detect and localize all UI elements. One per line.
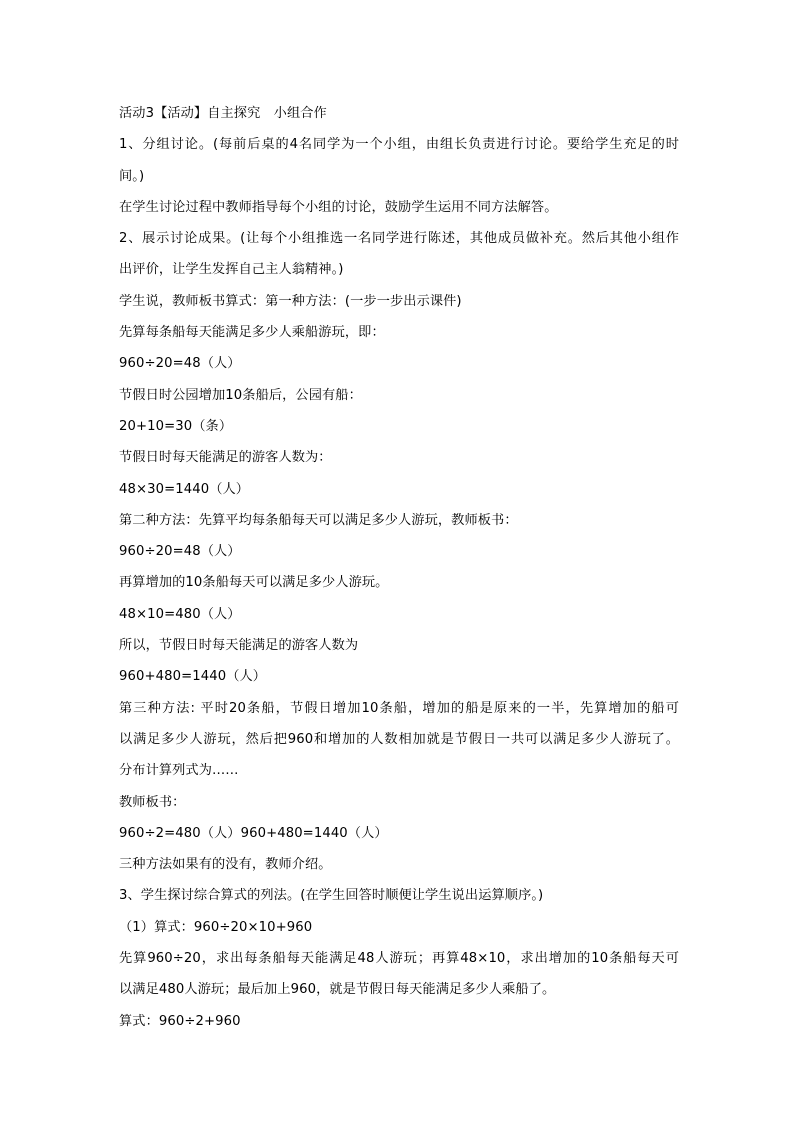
equation-line: 48×10=480（人） xyxy=(119,606,241,622)
paragraph-line: 分布计算列式为…… xyxy=(119,763,239,779)
paragraph-line: 节假日时每天能满足的游客人数为： xyxy=(119,450,332,466)
activity-heading: 活动3【活动】自主探究 小组合作 xyxy=(119,106,327,121)
equation-line: 960÷2=480（人）960+480=1440（人） xyxy=(119,825,388,841)
paragraph-line: 节假日时公园增加10条船后，公园有船： xyxy=(119,387,362,403)
paragraph-line: 第二种方法：先算平均每条船每天可以满足多少人游玩，教师板书： xyxy=(119,512,518,528)
equation-line: 960+480=1440（人） xyxy=(119,669,267,685)
paragraph-line: 间。) xyxy=(119,168,145,184)
equation-line: 960÷20=48（人） xyxy=(119,356,241,372)
paragraph-line: 先算960÷20，求出每条船每天能满足48人游玩；再算48×10，求出增加的10条船每天可 xyxy=(119,951,679,967)
paragraph-line: 出评价，让学生发挥自己主人翁精神。) xyxy=(119,262,344,278)
paragraph-line: 在学生讨论过程中教师指导每个小组的讨论，鼓励学生运用不同方法解答。 xyxy=(119,199,558,215)
paragraph-line: 三种方法如果有的没有，教师介绍。 xyxy=(119,857,332,873)
paragraph-line: 教师板书： xyxy=(119,794,186,810)
paragraph-line: 先算每条船每天能满足多少人乘船游玩，即： xyxy=(119,325,385,341)
paragraph-line: 以满足多少人游玩，然后把960和增加的人数相加就是节假日一共可以满足多少人游玩了。 xyxy=(119,731,679,747)
equation-line: （1）算式：960÷20×10+960 xyxy=(119,919,313,935)
paragraph-line: 2、展示讨论成果。(让每个小组推选一名同学进行陈述，其他成员做补充。然后其他小组作 xyxy=(119,231,679,247)
paragraph-line: 1、分组讨论。(每前后桌的4名同学为一个小组，由组长负责进行讨论。要给学生充足的时 xyxy=(119,137,679,153)
paragraph-line: 所以，节假日时每天能满足的游客人数为 xyxy=(119,638,359,654)
paragraph-line: 第三种方法: 平时20条船，节假日增加10条船，增加的船是原来的一半，先算增加的船可 xyxy=(119,700,679,716)
equation-line: 20+10=30（条） xyxy=(119,418,233,434)
document-body xyxy=(119,98,679,1037)
paragraph-line: 以满足480人游玩；最后加上960，就是节假日每天能满足多少人乘船了。 xyxy=(119,982,556,998)
equation-line: 960÷20=48（人） xyxy=(119,544,241,560)
equation-line: 算式：960÷2+960 xyxy=(119,1013,241,1029)
equation-line: 48×30=1440（人） xyxy=(119,481,250,497)
paragraph-line: 3、学生探讨综合算式的列法。(在学生回答时顺便让学生说出运算顺序。) xyxy=(119,888,544,904)
paragraph-line: 学生说，教师板书算式：第一种方法：(一步一步出示课件) xyxy=(119,293,462,309)
paragraph-line: 再算增加的10条船每天可以满足多少人游玩。 xyxy=(119,575,389,591)
